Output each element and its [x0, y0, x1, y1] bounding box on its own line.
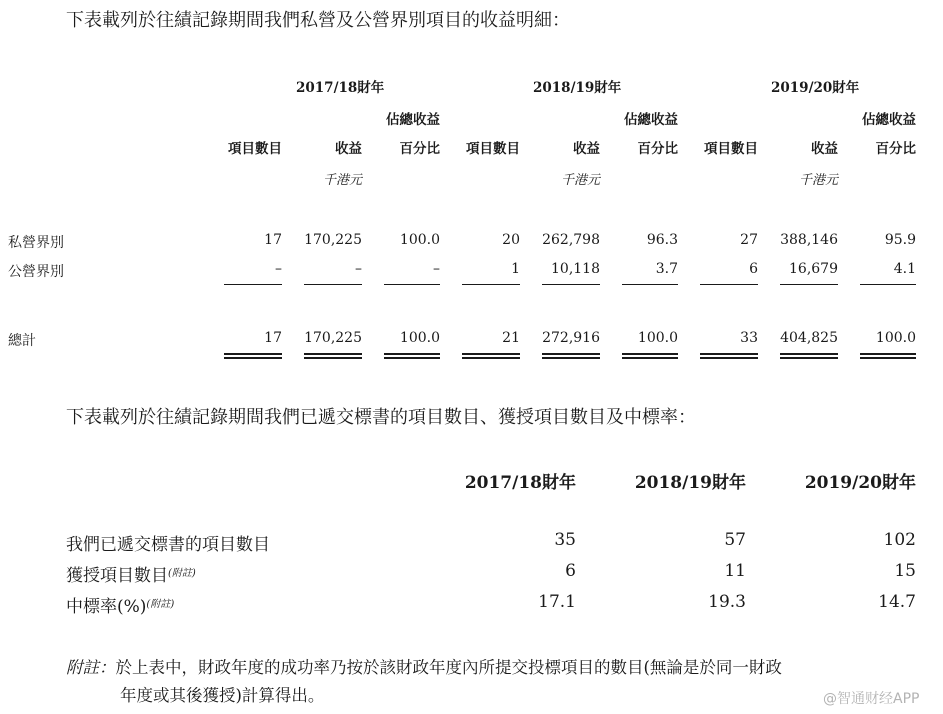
footnote-line2: 年度或其後獲授)計算得出。	[120, 686, 325, 705]
subtotal-rule	[860, 284, 916, 285]
row-label-private: 私營界別	[8, 235, 64, 251]
pct-header-line2: 百分比	[637, 141, 678, 157]
intro-tender-stats: 下表載列於往績記錄期間我們已遞交標書的項目數目、獲授項目數目及中標率：	[66, 407, 696, 428]
pct-header-line1: 佔總收益	[624, 112, 678, 128]
t2-cell: 57	[724, 530, 746, 550]
t2-cell: 35	[554, 530, 576, 550]
total-double-rule	[224, 353, 282, 359]
t2-cell: 102	[883, 530, 916, 550]
total-cell: 100.0	[875, 330, 916, 346]
revenue-header: 收益	[573, 141, 600, 157]
watermark: @智通财经APP	[823, 691, 920, 707]
table-cell: 6	[749, 261, 758, 277]
t2-cell: 6	[565, 561, 576, 581]
projects-header: 項目數目	[228, 141, 282, 157]
t2-label-text: 中標率(%)	[66, 597, 147, 617]
t2-year-header-2019: 2019/20財年	[804, 473, 916, 493]
t2-label-text: 我們已遞交標書的項目數目	[66, 535, 270, 555]
table-cell: 4.1	[893, 261, 916, 277]
table-cell: 1	[511, 261, 520, 277]
revenue-unit: 千港元	[798, 173, 838, 188]
projects-header: 項目數目	[704, 141, 758, 157]
year-header-2018: 2018/19財年	[533, 80, 622, 96]
note-reference: (附註)	[146, 599, 175, 610]
pct-header-line1: 佔總收益	[386, 112, 440, 128]
total-cell: 404,825	[780, 330, 838, 346]
total-double-rule	[780, 353, 838, 359]
row-label-public: 公營界別	[8, 264, 64, 280]
t2-cell: 11	[724, 561, 746, 581]
pct-header-line2: 百分比	[875, 141, 916, 157]
total-cell: 272,916	[542, 330, 600, 346]
subtotal-rule	[780, 284, 838, 285]
subtotal-rule	[462, 284, 520, 285]
projects-header: 項目數目	[466, 141, 520, 157]
table-cell: –	[275, 261, 282, 277]
intro-revenue-breakdown: 下表載列於往績記錄期間我們私營及公營界別項目的收益明細：	[66, 10, 570, 31]
total-cell: 21	[502, 330, 520, 346]
table-cell: 95.9	[884, 232, 916, 248]
subtotal-rule	[700, 284, 758, 285]
footnote-label: 附註：	[66, 658, 116, 677]
table-cell: 17	[264, 232, 282, 248]
table-cell: 96.3	[646, 232, 678, 248]
year-header-2017: 2017/18財年	[296, 80, 385, 96]
subtotal-rule	[622, 284, 678, 285]
t2-row-label-awarded	[66, 561, 196, 586]
total-double-rule	[622, 353, 678, 359]
subtotal-rule	[304, 284, 362, 285]
table-cell: 100.0	[399, 232, 440, 248]
note-reference: (附註)	[168, 568, 196, 579]
revenue-header: 收益	[811, 141, 838, 157]
t2-row-label-success-rate	[66, 592, 174, 617]
total-cell: 100.0	[637, 330, 678, 346]
footnote-text: 於上表中，財政年度的成功率乃按於該財政年度內所提交投標項目的數目(無論是於同一財政	[115, 658, 782, 677]
total-cell: 100.0	[399, 330, 440, 346]
t2-label-text: 獲授項目數目	[66, 566, 168, 586]
table-cell: 170,225	[304, 232, 362, 248]
t2-cell: 15	[894, 561, 916, 581]
table-cell: 10,118	[551, 261, 600, 277]
pct-header-line2: 百分比	[399, 141, 440, 157]
table-cell: 20	[502, 232, 520, 248]
t2-cell: 14.7	[878, 592, 916, 612]
revenue-header: 收益	[335, 141, 362, 157]
total-double-rule	[462, 353, 520, 359]
total-cell: 170,225	[304, 330, 362, 346]
total-double-rule	[304, 353, 362, 359]
table-cell: –	[355, 261, 362, 277]
t2-year-header-2018: 2018/19財年	[634, 473, 746, 493]
total-double-rule	[700, 353, 758, 359]
total-double-rule	[384, 353, 440, 359]
table-cell: 27	[740, 232, 758, 248]
subtotal-rule	[224, 284, 282, 285]
row-label-total: 總計	[8, 333, 36, 349]
t2-cell: 19.3	[708, 592, 746, 612]
table-cell: 16,679	[789, 261, 838, 277]
revenue-unit: 千港元	[322, 173, 362, 188]
year-header-2019: 2019/20財年	[771, 80, 860, 96]
subtotal-rule	[384, 284, 440, 285]
subtotal-rule	[542, 284, 600, 285]
t2-row-label-submitted	[66, 530, 270, 555]
revenue-unit: 千港元	[560, 173, 600, 188]
total-double-rule	[860, 353, 916, 359]
table-cell: –	[433, 261, 440, 277]
footnote-line1	[66, 654, 782, 678]
table-cell: 262,798	[542, 232, 600, 248]
total-cell: 33	[740, 330, 758, 346]
t2-cell: 17.1	[538, 592, 576, 612]
pct-header-line1: 佔總收益	[862, 112, 916, 128]
total-double-rule	[542, 353, 600, 359]
table-cell: 3.7	[655, 261, 678, 277]
t2-year-header-2017: 2017/18財年	[464, 473, 576, 493]
table-cell: 388,146	[780, 232, 838, 248]
total-cell: 17	[264, 330, 282, 346]
